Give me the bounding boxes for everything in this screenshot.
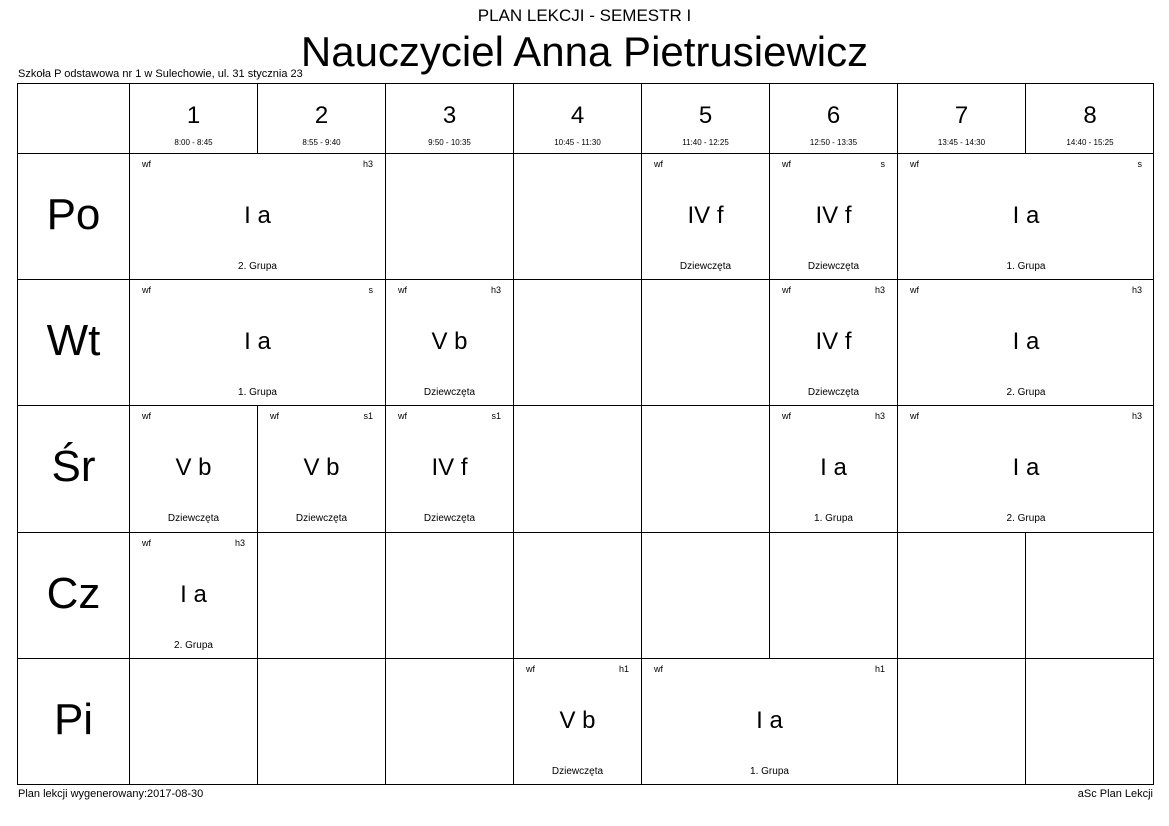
lesson-class: I a: [244, 328, 271, 356]
lesson-group: 1. Grupa: [750, 765, 789, 777]
lesson-card[interactable]: [898, 280, 1154, 406]
lesson-card[interactable]: [898, 406, 1154, 532]
day-name: Śr: [51, 442, 96, 492]
lesson-group: Dziewczęta: [423, 387, 476, 399]
day-header-3: [18, 533, 130, 659]
empty-slot: [514, 154, 642, 280]
empty-slot: [514, 533, 642, 659]
lesson-subject: wf: [654, 159, 663, 169]
lesson-subject: wf: [142, 159, 151, 169]
lesson-subject: wf: [654, 663, 663, 674]
lesson-room: s: [880, 159, 885, 169]
period-header-7: [898, 84, 1026, 154]
period-time: 14:40 - 15:25: [1066, 138, 1114, 147]
lesson-class: V b: [303, 454, 340, 482]
lesson-group: 2. Grupa: [1006, 387, 1046, 399]
lesson-class: IV f: [815, 328, 852, 356]
period-time: 10:45 - 11:30: [554, 138, 601, 147]
lesson-class: IV f: [687, 202, 724, 229]
lesson-subject: wf: [398, 411, 407, 422]
lesson-class: V b: [559, 706, 596, 734]
lesson-subject: wf: [142, 285, 151, 296]
period-time: 8:00 - 8:45: [174, 138, 213, 147]
period-header-2: [258, 84, 386, 154]
empty-slot: [898, 533, 1026, 659]
lesson-subject: wf: [910, 285, 919, 296]
lesson-room: h3: [490, 285, 501, 296]
period-header-6: [770, 84, 898, 154]
lesson-card[interactable]: [770, 154, 898, 280]
lesson-subject: wf: [526, 663, 535, 674]
empty-slot: [386, 154, 514, 280]
period-time: 13:45 - 14:30: [937, 138, 986, 147]
lesson-room: h3: [362, 159, 373, 169]
lesson-subject: wf: [398, 285, 407, 296]
empty-slot: [514, 406, 642, 532]
empty-slot: [514, 280, 642, 406]
period-number: 7: [954, 102, 969, 129]
lesson-card[interactable]: [514, 659, 642, 785]
lesson-group: Dziewczęta: [167, 513, 220, 525]
lesson-card[interactable]: [258, 406, 386, 532]
empty-slot: [1026, 533, 1154, 659]
lesson-subject: wf: [782, 411, 791, 422]
lesson-group: 1. Grupa: [238, 387, 277, 399]
lesson-group: 2. Grupa: [238, 261, 277, 272]
lesson-group: Dziewczęta: [295, 513, 348, 525]
period-time: 9:50 - 10:35: [428, 138, 471, 147]
day-name: Pi: [53, 694, 94, 744]
lesson-card[interactable]: [130, 406, 258, 532]
day-header-1: [18, 280, 130, 406]
timetable-title: Nauczyciel Anna Pietrusiewicz: [300, 28, 869, 75]
lesson-card[interactable]: [130, 533, 258, 659]
period-header-8: [1026, 84, 1154, 154]
lesson-room: h3: [234, 537, 245, 548]
lesson-room: s: [368, 285, 373, 296]
empty-slot: [898, 659, 1026, 785]
empty-slot: [642, 533, 770, 659]
lesson-group: Dziewczęta: [679, 261, 732, 272]
period-number: 6: [826, 102, 841, 129]
empty-slot: [258, 533, 386, 659]
period-number: 4: [570, 102, 585, 129]
period-header-3: [386, 84, 514, 154]
empty-slot: [642, 280, 770, 406]
header-corner-cell: [18, 84, 130, 154]
generated-date: Plan lekcji wygenerowany:2017-08-30: [18, 788, 204, 800]
period-header-5: [642, 84, 770, 154]
lesson-group: Dziewczęta: [551, 765, 604, 777]
day-name: Cz: [46, 568, 101, 618]
period-header-1: [130, 84, 258, 154]
lesson-card[interactable]: [642, 154, 770, 280]
lesson-class: I a: [1012, 202, 1040, 229]
period-header-4: [514, 84, 642, 154]
lesson-subject: wf: [782, 159, 791, 169]
period-number: 2: [314, 102, 329, 129]
lesson-class: IV f: [431, 454, 468, 482]
lesson-class: I a: [820, 454, 847, 482]
school-address: Szkoła P odstawowa nr 1 w Sulechowie, ul. 31 stycznia 23: [18, 68, 303, 80]
lesson-room: h3: [874, 285, 885, 296]
timetable-grid: [17, 83, 1154, 785]
lesson-class: IV f: [815, 202, 852, 229]
day-header-4: [18, 659, 130, 785]
lesson-class: I a: [756, 706, 783, 734]
lesson-card[interactable]: [386, 406, 514, 532]
empty-slot: [386, 533, 514, 659]
lesson-group: 1. Grupa: [1006, 261, 1046, 272]
day-header-2: [18, 406, 130, 532]
lesson-subject: wf: [910, 411, 919, 422]
empty-slot: [1026, 659, 1154, 785]
period-time: 11:40 - 12:25: [682, 138, 729, 147]
lesson-group: 2. Grupa: [174, 639, 213, 651]
lesson-group: Dziewczęta: [807, 261, 860, 272]
lesson-subject: wf: [910, 159, 919, 169]
period-time: 8:55 - 9:40: [302, 138, 341, 147]
empty-slot: [130, 659, 258, 785]
lesson-card[interactable]: [130, 280, 386, 406]
day-name: Wt: [46, 316, 101, 366]
lesson-room: h3: [1131, 285, 1142, 296]
empty-slot: [258, 659, 386, 785]
day-name: Po: [46, 190, 101, 239]
lesson-room: s1: [363, 411, 373, 422]
period-time: 12:50 - 13:35: [809, 138, 858, 147]
lesson-room: s1: [491, 411, 501, 422]
lesson-class: V b: [431, 328, 468, 356]
empty-slot: [770, 533, 898, 659]
day-header-0: [18, 154, 130, 280]
lesson-group: 1. Grupa: [814, 513, 853, 525]
lesson-card[interactable]: [898, 154, 1154, 280]
lesson-card[interactable]: [770, 406, 898, 532]
lesson-room: s: [1137, 159, 1142, 169]
lesson-subject: wf: [142, 411, 151, 422]
lesson-group: Dziewczęta: [807, 387, 860, 399]
empty-slot: [642, 406, 770, 532]
period-number: 8: [1083, 102, 1097, 129]
timetable-subtitle: PLAN LEKCJI - SEMESTR I: [477, 6, 692, 25]
lesson-room: h3: [874, 411, 885, 422]
lesson-class: I a: [244, 202, 271, 229]
lesson-card[interactable]: [770, 280, 898, 406]
lesson-subject: wf: [142, 537, 151, 548]
lesson-group: Dziewczęta: [423, 513, 476, 525]
lesson-card[interactable]: [386, 280, 514, 406]
lesson-subject: wf: [270, 411, 279, 422]
period-number: 5: [698, 102, 713, 129]
empty-slot: [386, 659, 514, 785]
app-credit: aSc Plan Lekcji: [1077, 788, 1153, 800]
lesson-class: I a: [1012, 454, 1040, 482]
lesson-class: I a: [180, 580, 207, 608]
lesson-group: 2. Grupa: [1006, 513, 1046, 525]
lesson-subject: wf: [782, 285, 791, 296]
period-number: 3: [442, 102, 457, 129]
lesson-card[interactable]: [130, 154, 386, 280]
lesson-card[interactable]: [642, 659, 898, 785]
lesson-room: h1: [874, 663, 885, 674]
period-number: 1: [186, 102, 201, 129]
lesson-class: V b: [175, 454, 212, 482]
lesson-class: I a: [1012, 328, 1040, 356]
lesson-room: h3: [1131, 411, 1142, 422]
lesson-room: h1: [618, 663, 629, 674]
